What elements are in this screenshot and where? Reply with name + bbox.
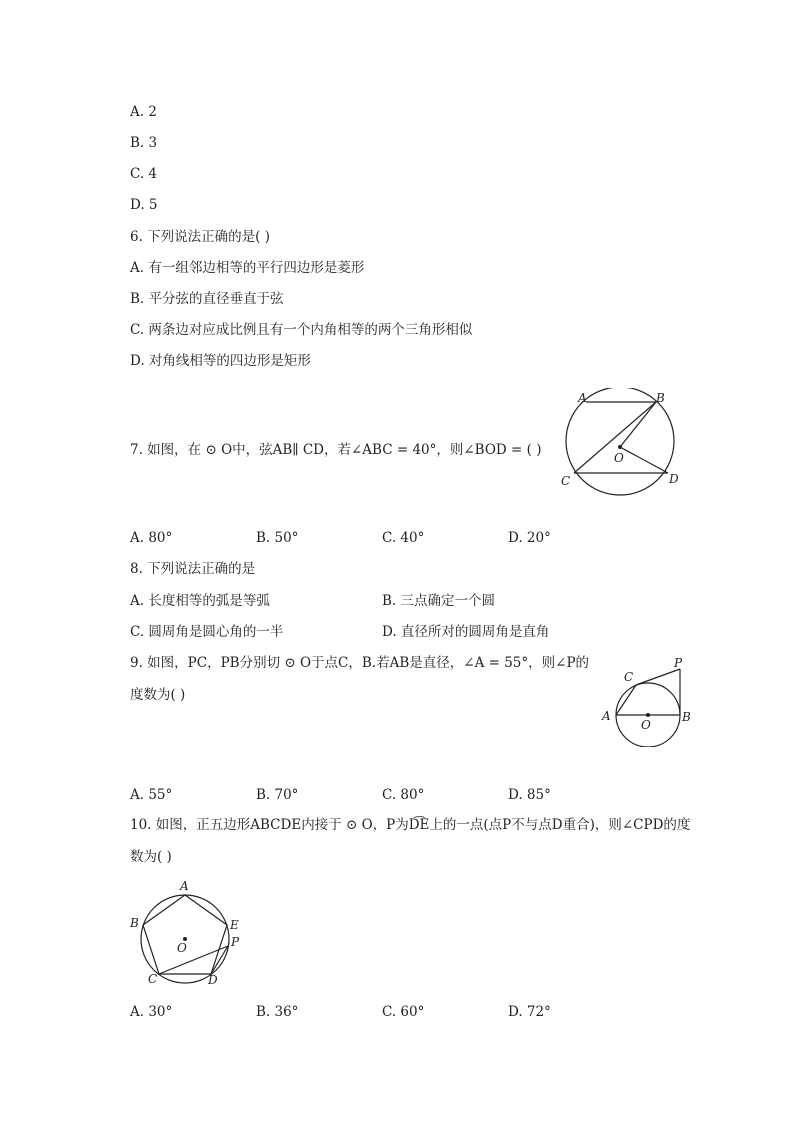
q9-tangent-pc: [636, 669, 680, 685]
q6-option-d: D. 对角线相等的四边形是矩形: [130, 353, 311, 369]
q6-option-b: B. 平分弦的直径垂直于弦: [130, 291, 284, 307]
q9-label-o: O: [641, 718, 651, 732]
q7-option-a: A. 80°: [130, 530, 173, 546]
q8-stem: 8. 下列说法正确的是: [130, 561, 256, 577]
q10-label-p: P: [231, 935, 240, 949]
q10-option-a: A. 30°: [130, 1004, 173, 1020]
q9-option-c: C. 80°: [382, 787, 425, 803]
q10-stem-line1: 10. 如图，正五边形ABCDE内接于 ⊙ O，P为D͡E上的一点(点P不与点D重合)，则∠CPD的度: [130, 817, 691, 833]
q10-option-b: B. 36°: [256, 1004, 299, 1020]
q7-segment-od: [620, 447, 668, 473]
q10-label-e: E: [230, 918, 239, 932]
q10-label-c: C: [148, 972, 158, 986]
q8-option-c: C. 圆周角是圆心角的一半: [130, 624, 284, 640]
q7-label-d: D: [669, 472, 679, 486]
q7-label-a: A: [578, 391, 587, 405]
q7-option-c: C. 40°: [382, 530, 425, 546]
q7-figure: [556, 388, 696, 498]
q10-figure: [128, 876, 248, 988]
q10-option-c: C. 60°: [382, 1004, 425, 1020]
q7-label-c: C: [561, 474, 571, 488]
q5-option-a: A. 2: [130, 104, 157, 120]
q9-segment-ac: [616, 685, 636, 715]
q9-figure: [598, 655, 698, 747]
q5-option-c: C. 4: [130, 166, 158, 182]
q9-label-a: A: [602, 709, 611, 723]
q6-option-a: A. 有一组邻边相等的平行四边形是菱形: [130, 260, 365, 276]
q9-option-a: A. 55°: [130, 787, 173, 803]
q10-segment-dp: [211, 946, 228, 974]
q9-center-dot: [646, 713, 650, 717]
q7-option-d: D. 20°: [508, 530, 551, 546]
q10-segment-cp: [159, 946, 228, 974]
q10-stem-line2: 数为( ): [130, 849, 172, 865]
q10-label-o: O: [177, 941, 187, 955]
q10-label-a: A: [180, 879, 189, 893]
q7-segment-ob: [620, 402, 656, 447]
q9-label-b: B: [682, 710, 691, 724]
q6-option-c: C. 两条边对应成比例且有一个内角相等的两个三角形相似: [130, 322, 473, 338]
q9-stem-line2: 度数为( ): [130, 687, 186, 703]
q7-option-b: B. 50°: [256, 530, 299, 546]
q9-option-d: D. 85°: [508, 787, 551, 803]
q10-label-b: B: [130, 916, 139, 930]
q7-stem: 7. 如图，在 ⊙ O中，弦AB∥ CD，若∠ABC = 40°，则∠BOD = ( ): [130, 442, 542, 458]
q8-option-d: D. 直径所对的圆周角是直角: [382, 624, 550, 640]
q5-option-b: B. 3: [130, 135, 158, 151]
q7-label-b: B: [656, 391, 665, 405]
q10-label-d: D: [208, 973, 218, 987]
q8-option-b: B. 三点确定一个圆: [382, 593, 496, 609]
q5-option-d: D. 5: [130, 197, 158, 213]
q9-label-c: C: [624, 670, 634, 684]
q7-center-dot: [618, 445, 622, 449]
q7-label-o: O: [614, 451, 624, 465]
q6-stem: 6. 下列说法正确的是( ): [130, 229, 270, 245]
q9-option-b: B. 70°: [256, 787, 299, 803]
q9-stem-line1: 9. 如图，PC，PB分别切 ⊙ O于点C，B.若AB是直径，∠A = 55°，则∠P的: [130, 655, 590, 671]
q10-option-d: D. 72°: [508, 1004, 551, 1020]
q8-option-a: A. 长度相等的弧是等弧: [130, 593, 270, 609]
q9-label-p: P: [674, 656, 683, 670]
